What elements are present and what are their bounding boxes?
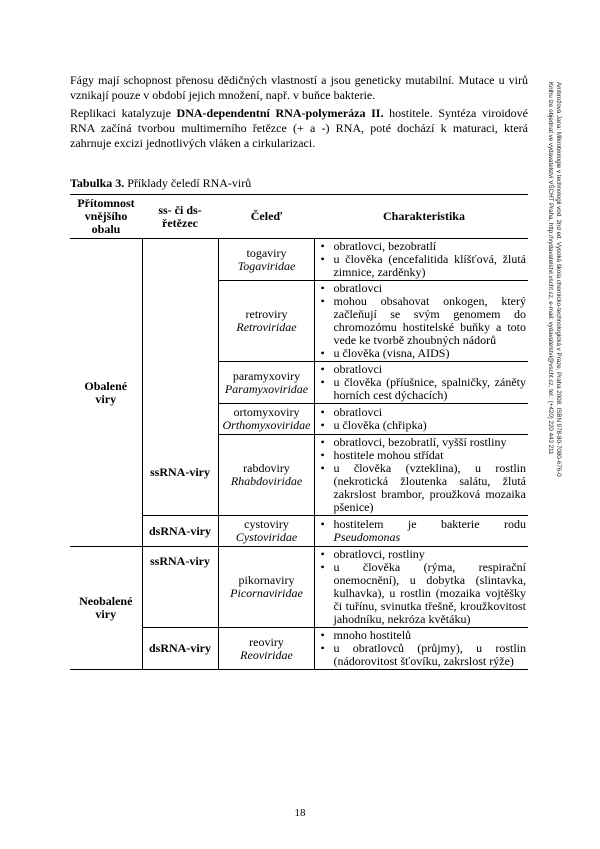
characteristics-orthomyxo [315, 404, 528, 435]
table-row [70, 547, 528, 628]
family-paramyxo [218, 362, 315, 404]
family-name: rabdoviry [243, 461, 290, 475]
family-latin: Cystoviridae [235, 530, 298, 544]
family-latin: Paramyxoviridae [224, 381, 309, 396]
header-characteristics: Charakteristika [315, 195, 528, 239]
table-row [70, 239, 528, 281]
characteristics-toga [315, 239, 528, 281]
list-item: • u člověka (chřipka) [317, 419, 526, 432]
list-item: • u člověka (encefalitida klíšťová, žlutá zimnice, zarděnky) [317, 253, 526, 279]
list-item: • mnoho hostitelů [317, 629, 526, 642]
family-latin: Togaviridae [237, 258, 296, 273]
family-name: togaviry [246, 245, 287, 260]
type-ssrna-2: ssRNA-viry [142, 547, 218, 628]
paragraph-replication-post: hostitele. Syntéza viroidové RNA začíná tvorbou multimerního řetězce (+ a -) RNA, poté dochází k maturaci, která zahrnuje excizi jednotlivých vláken a cirkularizaci. [70, 106, 528, 150]
family-retro [218, 281, 315, 362]
paragraph-replication-pre: Replikaci katalyzuje [70, 106, 177, 120]
group-enveloped: Obalené viry [70, 239, 142, 547]
family-name: paramyxoviry [232, 368, 301, 383]
rna-virus-table [70, 194, 528, 670]
type-dsrna-2: dsRNA-viry [142, 628, 218, 670]
side-citation [548, 82, 562, 660]
characteristics-rhabdo [315, 435, 528, 516]
family-latin: Picornaviridae [230, 586, 303, 600]
type-dsrna: dsRNA-viry [142, 516, 218, 547]
family-toga [218, 239, 315, 281]
family-orthomyxo [218, 404, 315, 435]
family-picorna [218, 547, 315, 628]
table-caption-text: Příklady čeledí RNA-virů [124, 176, 252, 190]
family-latin: Retroviridae [236, 320, 297, 334]
list-item: • obratlovci, bezobratlí, vyšší rostliny [317, 436, 526, 449]
list-item: • u člověka (visna, AIDS) [317, 347, 526, 360]
list-item: • u člověka (vzteklina), u rostlin (nekrotická žloutenka salátu, žlutá zakrslost brambor, proužková mozaika pšenice) [317, 462, 526, 514]
characteristics-paramyxo [315, 362, 528, 404]
characteristics-reo [315, 628, 528, 670]
table-header-row [70, 195, 528, 239]
cysto-item-italic: Pseudomonas [333, 530, 401, 544]
list-item: • obratlovci, bezobratlí [317, 240, 526, 253]
list-item: • obratlovci [317, 282, 526, 295]
paragraph-replication-bold: DNA-dependentní RNA-polymeráza II. [176, 106, 384, 120]
family-name: cystoviry [244, 517, 289, 531]
family-rhabdo [218, 435, 315, 516]
list-item: • obratlovci [317, 363, 526, 376]
characteristics-retro [315, 281, 528, 362]
family-cysto [218, 516, 315, 547]
list-item: • obratlovci [317, 406, 526, 419]
header-presence: Přítomnost vnějšího obalu [70, 195, 142, 239]
cysto-item-pre: hostitelem je bakterie rodu [333, 517, 526, 531]
group-nonenveloped: Neobalené viry [70, 547, 142, 670]
page-number: 18 [294, 807, 306, 819]
list-item: • u obratlovců (průjmy), u rostlin (nádorovitost šťovíku, zakrslost rýže) [317, 642, 526, 668]
list-item: • u člověka (rýma, respirační onemocnění), u dobytka (slintavka, kulhavka), u rostlin (mozaika vojtěšky či tuřínu, svinutka třešně, kroužkovitost jahodníku, nekróza květáku) [317, 561, 526, 626]
side-citation-line2: Knihu lze objednat ve vydavatelství VŠCHT Praha, http://vydavatelstvi.vscht.cz, e-mail: vydavatelstvi@vscht.cz, tel.: (+420) 220 443 211 [547, 82, 554, 455]
family-name: ortomyxoviry [233, 405, 300, 419]
paragraph-replication [70, 106, 528, 151]
family-reo [218, 628, 315, 670]
family-latin: Orthomyxoviridae [222, 418, 311, 432]
side-citation-line1: Ambrožová Jana: Mikrobiologie v technologii vod. 2nd ed. Vysoká škola chemicko-technologická v Praze, Praha 2008. ISBN 978-80-7080-676-0 [555, 82, 562, 477]
characteristics-picorna [315, 547, 528, 628]
table-caption-label: Tabulka 3. [70, 176, 125, 190]
family-latin: Reoviridae [240, 647, 293, 662]
family-latin: Rhabdoviridae [230, 474, 303, 488]
table-caption [70, 176, 251, 191]
list-item: • obratlovci, rostliny [317, 548, 526, 561]
family-name: pikornaviry [238, 573, 295, 587]
list-item: • hostitele mohou střídat [317, 449, 526, 462]
type-ssrna: ssRNA-viry [142, 239, 218, 516]
family-name: reoviry [249, 634, 284, 649]
list-item: • u člověka (příušnice, spalničky, záněty horních cest dýchacích) [317, 376, 526, 402]
characteristics-cysto [315, 516, 528, 547]
paragraph-phages: Fágy mají schopnost přenosu dědičných vlastností a jsou geneticky mutabilní. Mutace u virů vznikají pouze v období jejich množení, např. v buňce bakterie. [70, 73, 528, 102]
header-strand: ss- či ds-řetězec [142, 195, 218, 239]
header-family: Čeleď [218, 195, 315, 239]
list-item: • mohou obsahovat onkogen, který začleňují se svým genomem do chromozómu hostitelské buňky a toto vede ke tvorbě zhoubných nádorů [317, 295, 526, 347]
family-name: retroviry [245, 307, 288, 321]
list-item [317, 518, 526, 544]
